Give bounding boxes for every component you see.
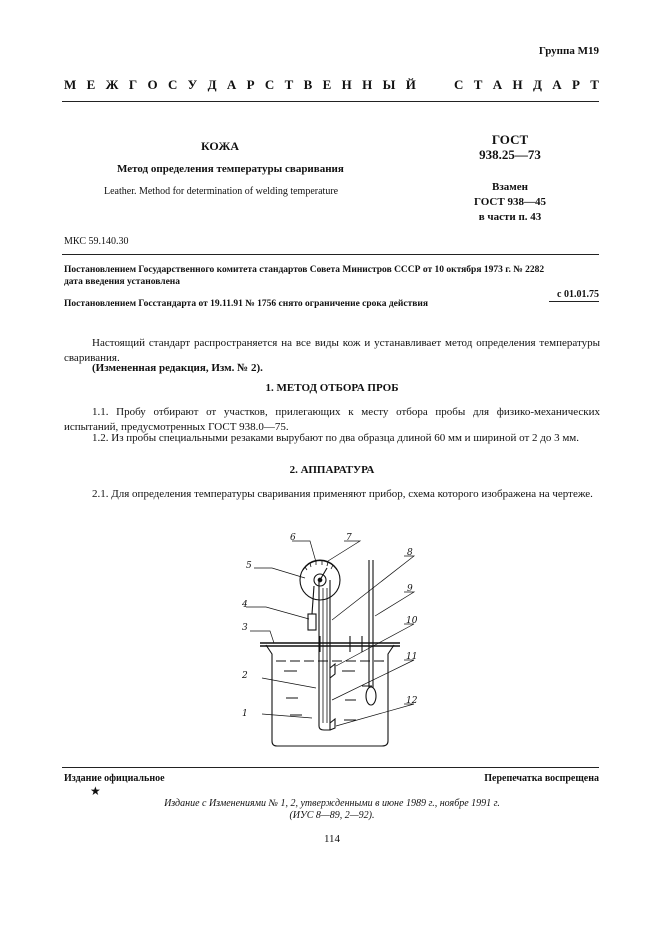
- banner-letter: С: [454, 77, 464, 92]
- banner-letter: Т: [590, 77, 599, 92]
- replaces-block: [450, 180, 570, 225]
- group-code: Группа М19: [538, 45, 599, 57]
- leader-10: [336, 624, 414, 666]
- english-title: Leather. Method for determination of welding temperature: [104, 186, 339, 197]
- paragraph-1-2-text: 1.2. Из пробы специальными резаками вырубают по два образца длиной 60 мм и шириной от 2 до 3 мм.: [92, 432, 580, 444]
- gost-number: [450, 132, 570, 162]
- mks-rule: [62, 254, 599, 255]
- paragraph-2-1: [64, 487, 600, 502]
- star-mark: ★: [90, 784, 101, 798]
- official-edition: Издание официальное: [64, 773, 165, 784]
- leader-9: [375, 592, 414, 616]
- page-number: 114: [323, 833, 341, 845]
- hook-bracket: [330, 664, 335, 678]
- edition-note: [64, 798, 600, 822]
- banner-letter: О: [147, 77, 158, 92]
- paragraph-2-1-text: 2.1. Для определения температуры сваривания применяют прибор, схема которого изображена на чертеже.: [92, 488, 593, 500]
- decree-second: Постановлением Госстандарта от 19.11.91 № 1756 снято ограничение срока действия: [64, 299, 429, 309]
- banner-letter: Е: [86, 77, 96, 92]
- figure-label-2: 2: [242, 671, 248, 681]
- mks-code: МКС 59.140.30: [64, 236, 129, 247]
- document-subtitle: Метод определения температуры сваривания: [117, 163, 344, 175]
- dial-arc: [303, 561, 337, 570]
- document-title: КОЖА: [201, 139, 239, 153]
- edition-note-line1: Издание с Изменениями № 1, 2, утвержденными в июне 1989 г., ноябре 1991 г.: [164, 798, 500, 809]
- banner-letter: У: [187, 77, 198, 92]
- counterweight: [308, 614, 316, 630]
- sample-strip: [323, 588, 327, 723]
- sample-holder: [319, 580, 330, 730]
- replaces-label: Взамен: [492, 181, 528, 193]
- interstate-standard-banner: [64, 77, 599, 93]
- effective-date: с 01.01.75: [557, 289, 599, 300]
- banner-letter: Р: [571, 77, 580, 92]
- banner-letter: Н: [512, 77, 523, 92]
- banner-letter: Д: [207, 77, 217, 92]
- figure-label-1: 1: [242, 709, 248, 719]
- banner-letter: С: [264, 77, 275, 92]
- apparatus-diagram: [232, 528, 432, 750]
- leader-7: [328, 541, 360, 561]
- section-2-heading: 2. АППАРАТУРА: [289, 464, 375, 476]
- banner-letter: А: [492, 77, 503, 92]
- leader-4: [246, 607, 309, 619]
- paragraph-1-1-text: 1.1. Пробу отбирают от участков, прилегающих к месту отбора пробы для физико-механических испытаний, предусмотренных ГОСТ 938.0—75.: [64, 406, 600, 433]
- banner-letter: Е: [322, 77, 332, 92]
- banner-letter: С: [167, 77, 178, 92]
- header-rule: [62, 101, 599, 102]
- leader-6: [292, 541, 316, 562]
- banner-letter: Ж: [105, 77, 119, 92]
- paragraph-1-2: [64, 431, 600, 446]
- decree-first-line2: дата введения установлена: [64, 277, 181, 287]
- banner-letter: Т: [473, 77, 483, 92]
- section-1-heading: 1. МЕТОД ОТБОРА ПРОБ: [265, 382, 399, 394]
- plate-clamps: [320, 636, 362, 652]
- banner-letter: А: [552, 77, 562, 92]
- thermometer-bulb: [366, 687, 376, 705]
- replaces-gost: ГОСТ 938—45: [474, 196, 546, 208]
- banner-letter: Н: [341, 77, 352, 92]
- banner-letter: В: [303, 77, 313, 92]
- banner-letter: М: [64, 77, 77, 92]
- banner-letter: Ы: [382, 77, 396, 92]
- banner-letter: А: [226, 77, 237, 92]
- figure-label-8: 8: [407, 548, 413, 558]
- banner-letter: Р: [246, 77, 255, 92]
- leader-3: [250, 631, 274, 643]
- edition-note-line2: (ИУС 8—89, 2—92).: [289, 810, 375, 821]
- leader-1: [262, 714, 312, 718]
- lower-bracket: [330, 719, 335, 730]
- banner-letter: Д: [532, 77, 542, 92]
- interstate-word: [64, 77, 416, 93]
- leader-2: [262, 678, 316, 688]
- decree-first: [64, 264, 601, 288]
- leader-5: [254, 568, 305, 578]
- weight-thread: [312, 586, 314, 614]
- figure-label-6: 6: [290, 533, 296, 543]
- gost-code: 938.25—73: [479, 147, 541, 162]
- gost-label: ГОСТ: [491, 132, 529, 147]
- banner-letter: Н: [362, 77, 373, 92]
- intro-text: Настоящий стандарт распространяется на все виды кож и устанавливает метод определения температуры сваривания.: [64, 337, 600, 364]
- figure-label-4: 4: [242, 600, 248, 610]
- figure-label-10: 10: [406, 616, 418, 626]
- banner-letter: Г: [128, 77, 138, 92]
- replaces-part: в части п. 43: [478, 211, 542, 223]
- reprint-prohibited: Перепечатка воспрещена: [484, 773, 599, 784]
- thermometer-stem: [369, 560, 373, 688]
- amended-note: (Измененная редакция, Изм. № 2).: [92, 362, 263, 374]
- banner-letter: Т: [284, 77, 294, 92]
- standard-word: [454, 77, 599, 93]
- decree-first-line1: Постановлением Государственного комитета стандартов Совета Министров СССР от 10 октября 1973 г. № 2282: [64, 265, 545, 275]
- footer-rule: [62, 767, 599, 768]
- figure-label-12: 12: [406, 696, 418, 706]
- liquid-dashes: [284, 671, 372, 720]
- figure-label-11: 11: [406, 652, 418, 662]
- leader-12: [336, 704, 414, 726]
- figure-label-7: 7: [346, 533, 352, 543]
- figure-label-9: 9: [407, 584, 413, 594]
- figure-label-5: 5: [246, 561, 252, 571]
- banner-letter: Й: [405, 77, 416, 92]
- figure-label-3: 3: [242, 623, 248, 633]
